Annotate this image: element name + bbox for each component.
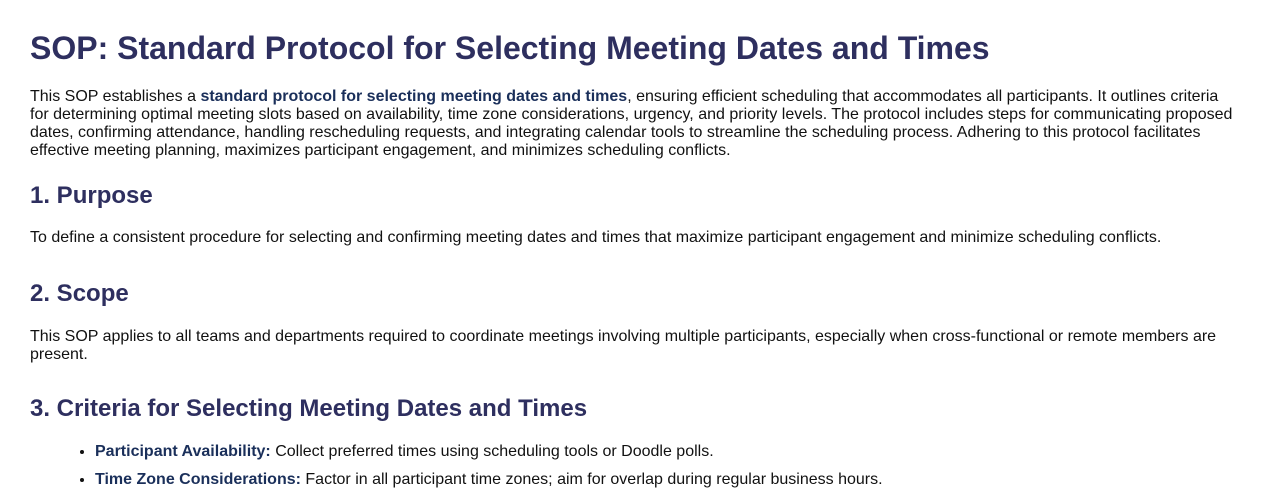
criteria-heading: 3. Criteria for Selecting Meeting Dates and Times <box>30 395 588 422</box>
criteria-label: Time Zone Considerations: <box>95 471 301 488</box>
purpose-heading: 1. Purpose <box>30 182 153 209</box>
intro-paragraph <box>30 88 1233 160</box>
criteria-text: Factor in all participant time zones; aim for overlap during regular business hours. <box>300 471 883 488</box>
intro-highlight: standard protocol for selecting meeting dates and times <box>200 88 628 105</box>
list-item <box>95 443 1233 461</box>
criteria-list <box>30 443 1233 489</box>
intro-text-before: This SOP establishes a <box>30 88 201 105</box>
intro-text-after: , ensuring efficient scheduling that accommodates all participants. It outlines criteria for determining optimal meeting slots based on availability, time zone considerations, urgency, and priority levels. The protocol includes steps for communicating proposed dates, confirming attendance, handling rescheduling requests, and integrating calendar tools to streamline the scheduling process. Adhering to this protocol facilitates effective meeting planning, maximizes participant engagement, and minimizes scheduling conflicts. <box>30 88 1233 159</box>
criteria-label: Participant Availability: <box>95 443 271 460</box>
purpose-text: To define a consistent procedure for selecting and confirming meeting dates and times that maximize participant engagement and minimize scheduling conflicts. <box>30 229 1162 246</box>
scope-heading: 2. Scope <box>30 280 129 307</box>
criteria-text: Collect preferred times using scheduling tools or Doodle polls. <box>270 443 714 460</box>
page-title: SOP: Standard Protocol for Selecting Meeting Dates and Times <box>30 30 990 66</box>
list-item <box>95 471 1233 489</box>
scope-text: This SOP applies to all teams and departments required to coordinate meetings involving multiple participants, especially when cross-functional or remote members are present. <box>30 328 1217 363</box>
